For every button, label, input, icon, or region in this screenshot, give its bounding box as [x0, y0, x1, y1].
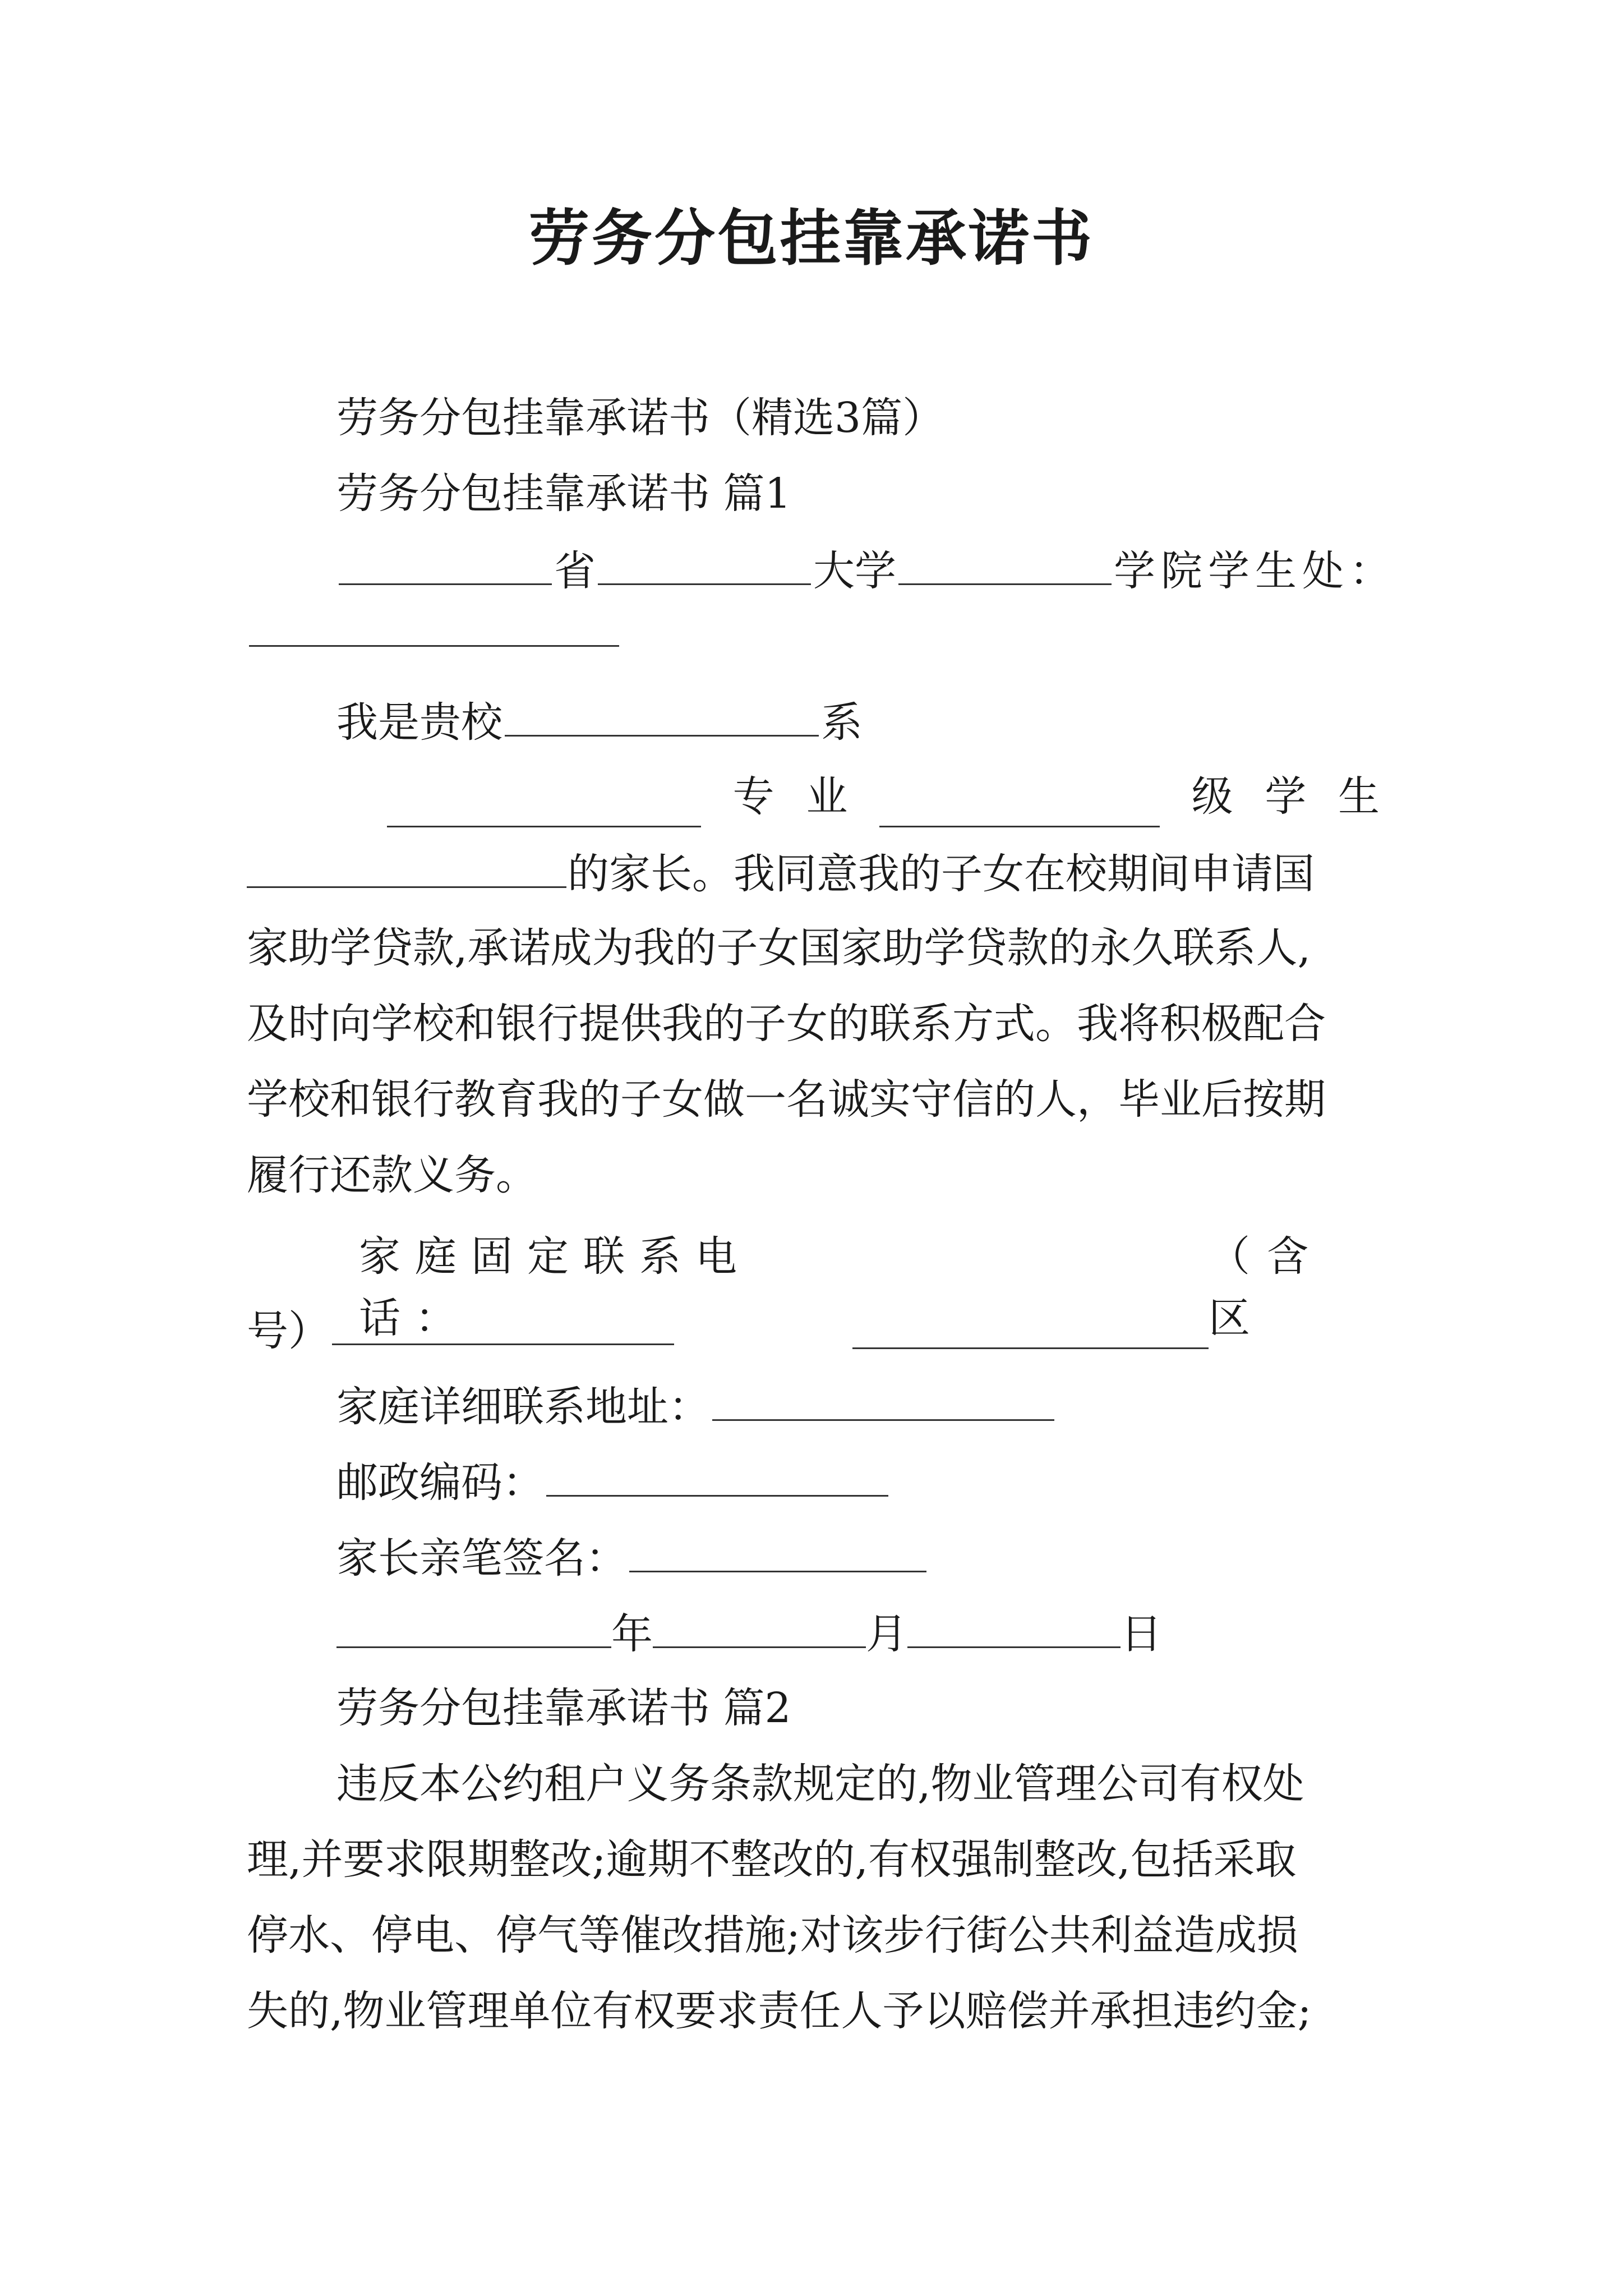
parent-line	[247, 841, 1315, 905]
phone-line-2	[247, 1299, 676, 1362]
blank-postcode[interactable]	[546, 1450, 888, 1497]
blank-area-code[interactable]	[332, 1299, 674, 1345]
dept-label: 系	[821, 698, 863, 747]
blank-university[interactable]	[598, 539, 811, 585]
blank-major[interactable]	[387, 781, 701, 827]
blank-dept[interactable]	[505, 690, 819, 737]
day-label: 日	[1121, 1610, 1162, 1658]
major-label-2: 业	[806, 772, 848, 821]
parent-text: 的家长。我同意我的子女在校期间申请国	[568, 850, 1315, 898]
phone-label: 家庭固定联系电话：	[359, 1232, 751, 1342]
blank-month[interactable]	[653, 1602, 866, 1648]
part1-heading: 劳务分包挂靠承诺书 篇1	[336, 470, 791, 518]
student-label-2: 生	[1338, 772, 1380, 821]
signature-label: 家长亲笔签名：	[336, 1534, 627, 1582]
area-code-label: 号）	[247, 1307, 330, 1355]
part2-line-1: 违反本公约租户义务条款规定的,物业管理公司有权处	[336, 1760, 1304, 1808]
phone-tail: （含区	[1209, 1232, 1326, 1342]
blank-year[interactable]	[336, 1602, 611, 1648]
major-grade-line	[387, 766, 1380, 827]
major-label-1: 专	[732, 772, 774, 821]
student-dept-line	[336, 690, 863, 753]
month-label: 月	[866, 1610, 907, 1658]
body-line-2: 及时向学校和银行提供我的子女的联系方式。我将积极配合	[247, 1000, 1326, 1048]
iam-label: 我是贵校	[336, 698, 502, 747]
part2-line-4: 失的,物业管理单位有权要求责任人予以赔偿并承担违约金;	[247, 1987, 1312, 2035]
postcode-line	[336, 1450, 891, 1513]
blank-recipient[interactable]	[249, 600, 619, 647]
college-label: 学院学生处：	[1114, 547, 1396, 595]
university-label: 大学	[813, 547, 896, 595]
blank-student-name[interactable]	[247, 841, 566, 888]
body-line-4: 履行还款义务。	[247, 1151, 537, 1199]
student-label-1: 学	[1265, 772, 1307, 821]
blank-grade[interactable]	[879, 781, 1160, 827]
home-address-label: 家庭详细联系地址：	[336, 1383, 710, 1431]
signature-line	[336, 1526, 929, 1589]
part2-line-2: 理,并要求限期整改;逾期不整改的,有权强制整改,包括采取	[247, 1835, 1297, 1884]
address-line	[336, 539, 1396, 602]
year-label: 年	[611, 1610, 653, 1658]
blank-province[interactable]	[339, 539, 552, 585]
address-line-2	[247, 600, 621, 664]
part2-heading: 劳务分包挂靠承诺书 篇2	[336, 1684, 791, 1732]
intro-line: 劳务分包挂靠承诺书（精选3篇）	[336, 394, 944, 442]
body-line-3: 学校和银行教育我的子女做一名诚实守信的人，毕业后按期	[247, 1075, 1326, 1124]
part2-line-3: 停水、停电、停气等催改措施;对该步行街公共利益造成损	[247, 1911, 1298, 1959]
blank-home-address[interactable]	[712, 1374, 1054, 1421]
date-line	[336, 1602, 1162, 1665]
grade-label: 级	[1191, 772, 1233, 821]
home-address-line	[336, 1374, 1057, 1438]
body-line-1: 家助学贷款,承诺成为我的子女国家助学贷款的永久联系人,	[247, 924, 1311, 972]
province-label: 省	[554, 547, 596, 595]
blank-phone[interactable]	[852, 1303, 1209, 1349]
document-title: 劳务分包挂靠承诺书	[528, 203, 1094, 274]
postcode-label: 邮政编码：	[336, 1458, 544, 1507]
blank-signature[interactable]	[629, 1526, 926, 1572]
blank-college[interactable]	[898, 539, 1112, 585]
blank-day[interactable]	[907, 1602, 1121, 1648]
